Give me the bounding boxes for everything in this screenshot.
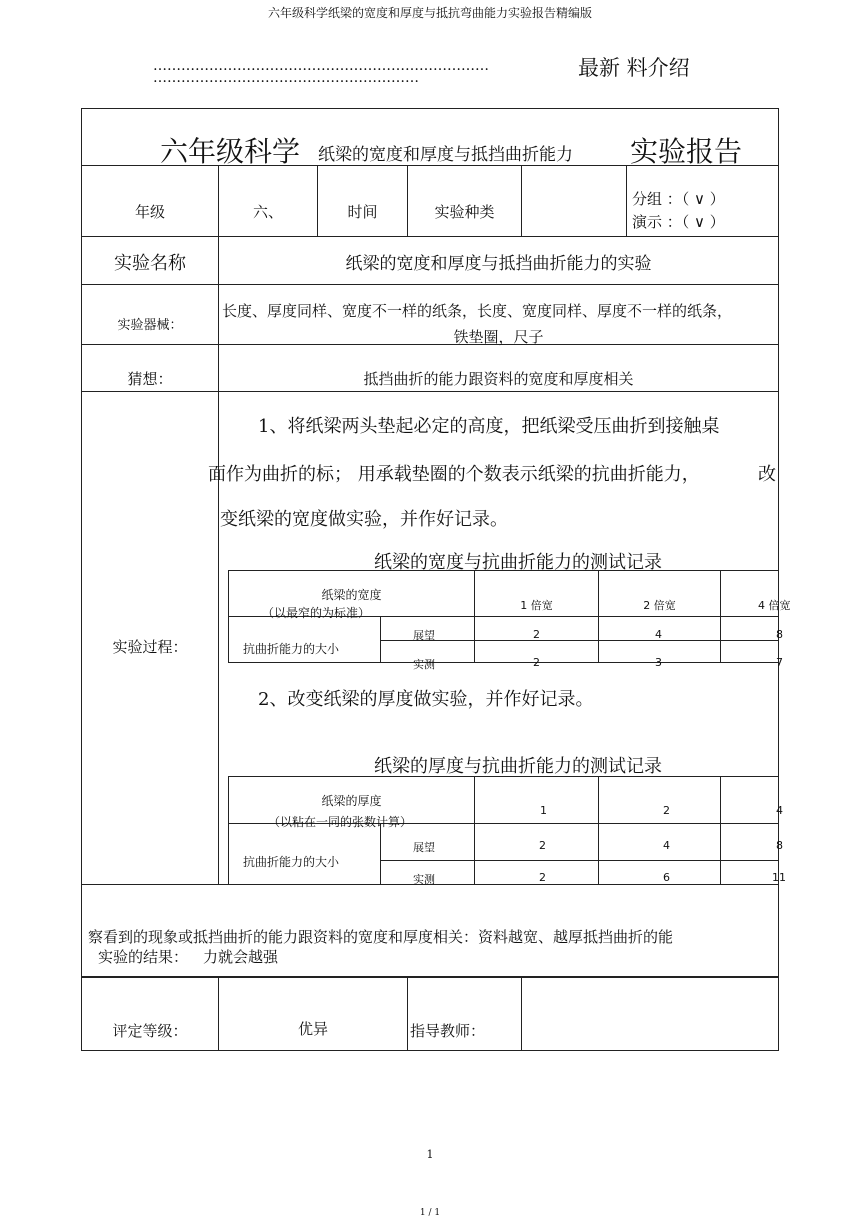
result-label: 实验的结果： xyxy=(98,948,189,966)
equipment-line-2: 铁垫圈，尺子 xyxy=(453,328,544,346)
table1-head-line-1: 纸梁的宽度 xyxy=(321,588,382,602)
table1-expect-3: 8 xyxy=(776,628,783,641)
table1-col-2: 2 倍宽 xyxy=(643,599,676,612)
table2-actual-label: 实测 xyxy=(413,873,435,886)
equipment-label: 实验器械： xyxy=(117,318,183,333)
experiment-type-label: 实验种类 xyxy=(434,203,495,221)
table2-col-2: 2 xyxy=(663,804,670,817)
table1-row-label: 抗曲折能力的大小 xyxy=(243,642,340,656)
demo-option: 演示 ：（ ∨ ） xyxy=(632,213,725,231)
page-footer: 1 / 1 xyxy=(419,1208,441,1218)
process-step-1-line-1: 1、将纸梁两头垫起必定的高度，把纸梁受压曲折到接触桌 xyxy=(258,416,720,437)
table1-expect-2: 4 xyxy=(655,628,662,641)
table1-expect-1: 2 xyxy=(533,628,540,641)
table1-col-3: 4 倍宽 xyxy=(758,599,791,612)
table1-head-line-2: （以最窄的为标准） xyxy=(262,606,371,620)
table2-expect-3: 8 xyxy=(776,839,783,852)
process-step-1-line-2-end: 改 xyxy=(758,464,776,485)
grade-label: 年级 xyxy=(134,203,165,221)
title-subject: 六年级科学 xyxy=(160,135,301,168)
result-value: 力就会越强 xyxy=(203,948,279,966)
table2-col-3: 4 xyxy=(776,804,783,817)
equipment-line-1: 长度、厚度同样、宽度不一样的纸条，长度、宽度同样、厚度不一样的纸条， xyxy=(222,302,733,320)
table1-actual-2: 3 xyxy=(655,656,662,669)
table2-col-1: 1 xyxy=(540,804,547,817)
hypothesis-label: 猜想： xyxy=(127,370,173,388)
table2-title: 纸梁的厚度与抗曲折能力的测试记录 xyxy=(374,756,662,777)
process-step-1-line-2: 面作为曲折的标； 用承载垫圈的个数表示纸梁的抗曲折能力， xyxy=(208,464,700,485)
table1-actual-3: 7 xyxy=(776,656,783,669)
process-label: 实验过程： xyxy=(112,638,188,656)
table1-col-1: 1 倍宽 xyxy=(520,599,553,612)
process-step-2: 2、改变纸梁的厚度做实验，并作好记录。 xyxy=(258,689,594,710)
document-header: 六年级科学纸梁的宽度和厚度与抵抗弯曲能力实验报告精编版 xyxy=(267,6,592,20)
table2-expect-1: 2 xyxy=(539,839,546,852)
title-topic: 纸梁的宽度和厚度与抵挡曲折能力 xyxy=(318,145,573,165)
dotted-leader: ……………………………………………………………… xyxy=(153,58,489,74)
title-report: 实验报告 xyxy=(630,135,743,168)
hypothesis-value: 抵挡曲折的能力跟资料的宽度和厚度相关 xyxy=(363,370,634,388)
newest-material-label: 最新 料介绍 xyxy=(578,56,690,80)
result-line-1: 察看到的现象或抵挡曲折的能力跟资料的宽度和厚度相关：资料越宽、越厚抵挡曲折的能 xyxy=(88,928,674,946)
process-step-1-line-3: 变纸梁的宽度做实验，并作好记录。 xyxy=(220,509,508,530)
table2-expect-2: 4 xyxy=(663,839,670,852)
table1-actual-1: 2 xyxy=(533,656,540,669)
table2-actual-3: 11 xyxy=(772,871,786,884)
table2-actual-2: 6 xyxy=(663,871,670,884)
dotted-leader-2: ………………………………………………… xyxy=(153,70,419,86)
rating-value: 优异 xyxy=(297,1020,328,1038)
table2-head-line-2: （以粘在一同的张数计算） xyxy=(268,815,413,829)
page-number: 1 xyxy=(426,1148,434,1161)
teacher-label: 指导教师： xyxy=(410,1022,486,1040)
experiment-name-label: 实验名称 xyxy=(114,253,186,274)
table2-actual-1: 2 xyxy=(539,871,546,884)
table2-row-label: 抗曲折能力的大小 xyxy=(243,855,340,869)
experiment-name-value: 纸梁的宽度和厚度与抵挡曲折能力的实验 xyxy=(345,254,652,274)
table2-expect-label: 展望 xyxy=(413,841,435,854)
time-label: 时间 xyxy=(347,203,378,221)
table1-expect-label: 展望 xyxy=(413,629,435,642)
table1-title: 纸梁的宽度与抗曲折能力的测试记录 xyxy=(374,552,662,573)
table1-actual-label: 实测 xyxy=(413,658,435,671)
table2-head-line-1: 纸梁的厚度 xyxy=(321,794,382,808)
rating-label: 评定等级： xyxy=(112,1022,188,1040)
group-option: 分组 ：（ ∨ ） xyxy=(632,190,725,208)
grade-value: 六、 xyxy=(252,203,283,221)
